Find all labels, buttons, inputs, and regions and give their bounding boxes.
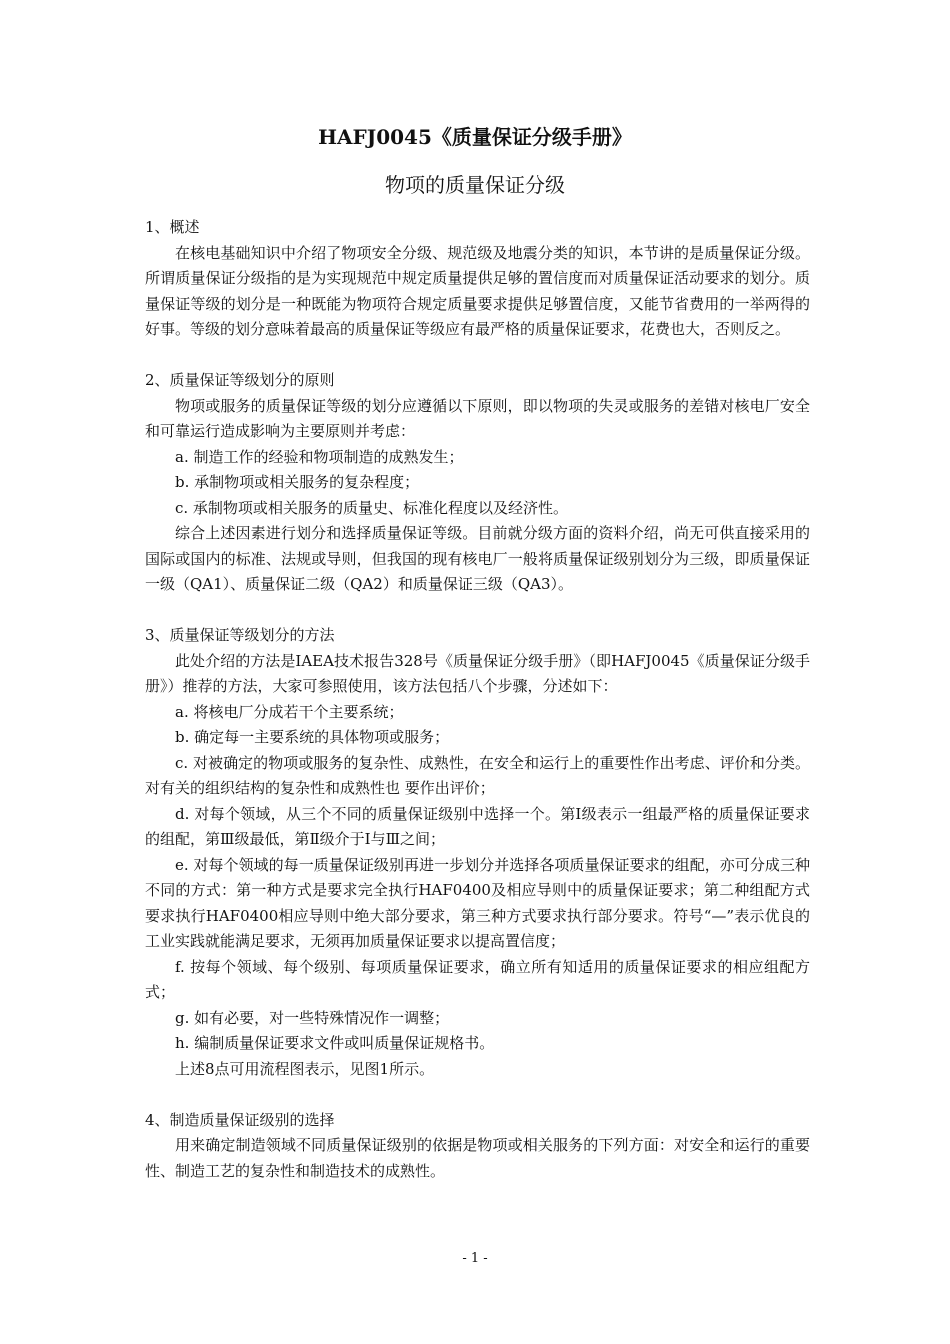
list-item: h. 编制质量保证要求文件或叫质量保证规格书。 <box>175 1034 495 1052</box>
list-item: b. 确定每一主要系统的具体物项或服务； <box>175 728 450 746</box>
spacer <box>145 598 810 624</box>
section-2 <box>145 368 810 598</box>
paragraph: 物项或服务的质量保证等级的划分应遵循以下原则，即以物项的失灵或服务的差错对核电厂安全和可靠运行造成影响为主要原则并考虑： <box>145 396 810 440</box>
list-item: b. 承制物项或相关服务的复杂程度； <box>175 473 420 491</box>
list-item: c. 承制物项或相关服务的质量史、标准化程度以及经济性。 <box>175 498 568 517</box>
section-1 <box>145 215 810 343</box>
document-subtitle: 物项的质量保证分级 <box>385 173 565 197</box>
section-heading: 4、制造质量保证级别的选择 <box>145 1110 335 1129</box>
list-item: e. 对每个领域的每一质量保证级别再进一步划分并选择各项质量保证要求的组配，亦可分成三种不同的方式：第一种方式是要求完全执行HAF0400及相应导则中的质量保证要求；第二种组配方式要求执行HAF0400相应导则中绝大部分要求，第三种方式要求执行部分要求。符号“—”表示优良的工业实践就能满足要求，无须再加质量保证要求以提高置信度； <box>145 855 810 950</box>
list-item: a. 将核电厂分成若干个主要系统； <box>175 702 404 721</box>
section-3 <box>145 623 810 1082</box>
list-item: d. 对每个领域，从三个不同的质量保证级别中选择一个。第Ⅰ级表示一组最严格的质量保证要求的组配，第Ⅲ级最低，第Ⅱ级介于Ⅰ与Ⅲ之间； <box>145 804 810 848</box>
spacer <box>145 343 810 369</box>
paragraph: 此处介绍的方法是IAEA技术报告328号《质量保证分级手册》（即HAFJ0045《质量保证分级手册》）推荐的方法，大家可参照使用，该方法包括八个步骤，分述如下： <box>145 651 810 695</box>
list-item: a. 制造工作的经验和物项制造的成熟发生； <box>175 447 464 466</box>
document-title: HAFJ0045《质量保证分级手册》 <box>318 125 632 149</box>
paragraph: 上述8点可用流程图表示，见图1所示。 <box>175 1059 435 1078</box>
section-heading: 1、概述 <box>145 218 200 236</box>
section-4 <box>145 1108 810 1185</box>
paragraph: 用来确定制造领域不同质量保证级别的依据是物项或相关服务的下列方面：对安全和运行的重要性、制造工艺的复杂性和制造技术的成熟性。 <box>145 1136 810 1180</box>
list-item: g. 如有必要，对一些特殊情况作一调整； <box>175 1008 450 1027</box>
list-item: c. 对被确定的物项或服务的复杂性、成熟性，在安全和运行上的重要性作出考虑、评价和分类。对有关的组织结构的复杂性和成熟性也 要作出评价； <box>145 753 810 797</box>
spacer <box>145 1082 810 1108</box>
section-heading: 2、质量保证等级划分的原则 <box>145 371 335 389</box>
document-body <box>145 215 810 1184</box>
section-heading: 3、质量保证等级划分的方法 <box>145 626 335 644</box>
page-number: - 1 - <box>462 1251 488 1266</box>
list-item: f. 按每个领域、每个级别、每项质量保证要求，确立所有知适用的质量保证要求的相应组配方式； <box>145 957 810 1001</box>
paragraph: 在核电基础知识中介绍了物项安全分级、规范级及地震分类的知识，本节讲的是质量保证分级。所谓质量保证分级指的是为实现规范中规定质量提供足够的置信度而对质量保证活动要求的划分。质量保证等级的划分是一种既能为物项符合规定质量要求提供足够置信度，又能节省费用的一举两得的好事。等级的划分意味着最高的质量保证等级应有最严格的质量保证要求，花费也大，否则反之。 <box>145 243 810 338</box>
paragraph: 综合上述因素进行划分和选择质量保证等级。目前就分级方面的资料介绍，尚无可供直接采用的国际或国内的标准、法规或导则，但我国的现有核电厂一般将质量保证级别划分为三级，即质量保证一级（QA1）、质量保证二级（QA2）和质量保证三级（QA3）。 <box>145 524 810 593</box>
